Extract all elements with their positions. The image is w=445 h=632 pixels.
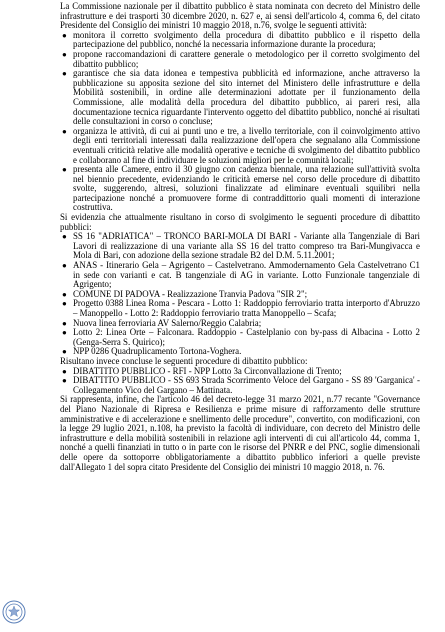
activity-item-text: organizza le attività, di cui ai punti uno e tre, a livello territoriale, con il coinvolgimento attivo degli enti territoriali interessati dalla realizzazione dell'opera che segnalano alla Commissione eventuali criticità relative alle modalità operative e tecniche di svolgimento del dibattito pubblico e collaborano al fine di individuare le soluzioni migliori per le comunità locali; <box>73 125 420 165</box>
concluded-procedures-list <box>60 367 420 396</box>
concluded-procedure-item-text: DIBATTITO PUBBLICO - RFI - NPP Lotto 3a Circonvallazione di Trento; <box>73 365 342 376</box>
ongoing-procedure-item-text: Progetto 0388 Linea Roma - Pescara - Lotto 1: Raddoppio ferroviario tratta interporto d'Abruzzo – Manoppello - Lotto 2: Raddoppio ferroviario tratta Manoppello – Scafa; <box>73 298 420 318</box>
ongoing-procedure-item-text: COMUNE DI PADOVA - Realizzazione Tranvia Padova "SIR 2"; <box>73 288 308 299</box>
bullet-icon: ● <box>62 30 67 40</box>
ongoing-procedure-item <box>60 328 420 347</box>
bullet-icon: ● <box>62 69 67 79</box>
bullet-icon: ● <box>62 126 67 136</box>
activity-item <box>60 31 420 50</box>
activities-list <box>60 31 420 213</box>
bullet-icon: ● <box>62 289 67 299</box>
bullet-icon: ● <box>62 376 67 386</box>
ongoing-intro-paragraph: Si evidenzia che attualmente risultano in corso di svolgimento le seguenti procedure di dibattito pubblici: <box>60 212 420 232</box>
ongoing-procedures-list <box>60 232 420 357</box>
ongoing-procedure-item <box>60 347 420 357</box>
activity-item <box>60 127 420 165</box>
ongoing-procedure-item-text: ANAS - Itinerario Gela – Agrigento – Castelvetrano. Ammodernamento Gela Castelvetrano C1 in sede con varianti e cat. B tangenziale di AG in variante. Lotto Funzionale tangenziale di Agrigento; <box>73 260 420 290</box>
activity-item <box>60 165 420 213</box>
bullet-icon: ● <box>62 232 67 242</box>
seal-icon <box>2 600 26 624</box>
activity-item-text: presenta alle Camere, entro il 30 giugno con cadenza biennale, una relazione sull'attività svolta nel biennio precedente, evidenziando le criticità emerse nel corso delle procedure di dibattito svolte, suggerendo, altresì, soluzioni finalizzate ad eliminare eventuali squilibri nella partecipazione nonché a promuovere forme di contraddittorio quali momenti di interazione costruttiva. <box>73 164 420 213</box>
bullet-icon: ● <box>62 165 67 175</box>
activity-item-text: propone raccomandazioni di carattere generale o metodologico per il corretto svolgimento del dibattito pubblico; <box>73 48 420 69</box>
ongoing-procedure-item-text: NPP 0286 Quadruplicamento Tortona-Voghera. <box>73 346 242 357</box>
document-body <box>60 2 420 472</box>
ongoing-procedure-item-text: Nuova linea ferroviaria AV Salerno/Reggio Calabria; <box>73 317 262 328</box>
concluded-procedure-item-text: DIBATTITO PUBBLICO - SS 693 Strada Scorrimento Veloce del Gargano - SS 89 'Garganica' - Collegamento Vico del Gargano – Mattinata. <box>73 375 420 395</box>
activity-item-text: garantisce che sia data idonea e tempestiva pubblicità ed informazione, anche attraverso la pubblicazione su apposita sezione del sito internet del Ministero delle infrastrutture e della Mobilità sostenibili, in ordine alle determinazioni adottate per il funzionamento della Commissione, alle modalità della procedura del dibattito pubblico, ai pareri resi, alla documentazione tecnica riguardante l'intervento oggetto del dibattito pubblico, nonché ai risultati delle consultazioni in corso o concluse; <box>73 68 420 127</box>
activity-item <box>60 50 420 69</box>
bullet-icon: ● <box>62 318 67 328</box>
bullet-icon: ● <box>62 328 67 338</box>
ongoing-procedure-item <box>60 232 420 261</box>
bullet-icon: ● <box>62 49 67 59</box>
concluded-procedure-item <box>60 376 420 395</box>
ongoing-procedure-item-text: SS 16 "ADRIATICA" – TRONCO BARI-MOLA DI BARI - Variante alla Tangenziale di Bari Lavori di realizzazione di una variante alla SS 16 del tratto compreso tra Bari-Mungivacca e Mola di Bari, con adozione della sezione stradale B2 del D.M. 5.11.2001; <box>73 231 420 261</box>
activity-item <box>60 69 420 127</box>
intro-paragraph: La Commissione nazionale per il dibattito pubblico è stata nominata con decreto del Ministro delle infrastrutture e dei trasporti 30 dicembre 2020, n. 627 e, ai sensi dell'articolo 4, comma 6, del citato Presidente del Consiglio dei ministri 10 maggio 2018, n.76, svolge le seguenti attività: <box>60 1 420 31</box>
bullet-icon: ● <box>62 299 67 309</box>
closing-paragraph: Si rappresenta, infine, che l'articolo 46 del decreto-legge 31 marzo 2021, n.77 recante "Governance del Piano Nazionale di Ripresa e Resilienza e prime misure di rafforzamento delle strutture amministrative e di accelerazione e snellimento delle procedure", convertito, con modificazioni, con la legge 29 luglio 2021, n.108, ha previsto la facoltà di individuare, con decreto del Ministro delle infrastrutture e della mobilità sostenibili in relazione agli interventi di cui all'articolo 44, comma 1, nonché a quelli finanziati in tutto o in parte con le risorse del PNRR e del PNC, soglie dimensionali delle opere da sottoporre obbligatoriamente a dibattito pubblico inferiori a quelle previste dall'Allegato 1 del sopra citato Presidente del Consiglio dei ministri 10 maggio 2018, n. 76. <box>60 394 420 472</box>
concluded-intro-paragraph: Risultano invece concluse le seguenti procedure di dibattito pubblico: <box>60 355 308 366</box>
ongoing-procedure-item <box>60 261 420 290</box>
bullet-icon: ● <box>62 366 67 376</box>
activity-item-text: monitora il corretto svolgimento della procedura di dibattito pubblico e il rispetto della partecipazione del pubblico, nonché la necessaria informazione durante la procedura; <box>73 29 420 50</box>
bullet-icon: ● <box>62 261 67 271</box>
ongoing-procedure-item-text: Lotto 2: Linea Orte – Falconara. Raddoppio - Castelplanio con by-pass di Albacina - Lotto 2 (Genga-Serra S. Quirico); <box>73 327 420 347</box>
ongoing-procedure-item <box>60 299 420 318</box>
bullet-icon: ● <box>62 347 67 357</box>
